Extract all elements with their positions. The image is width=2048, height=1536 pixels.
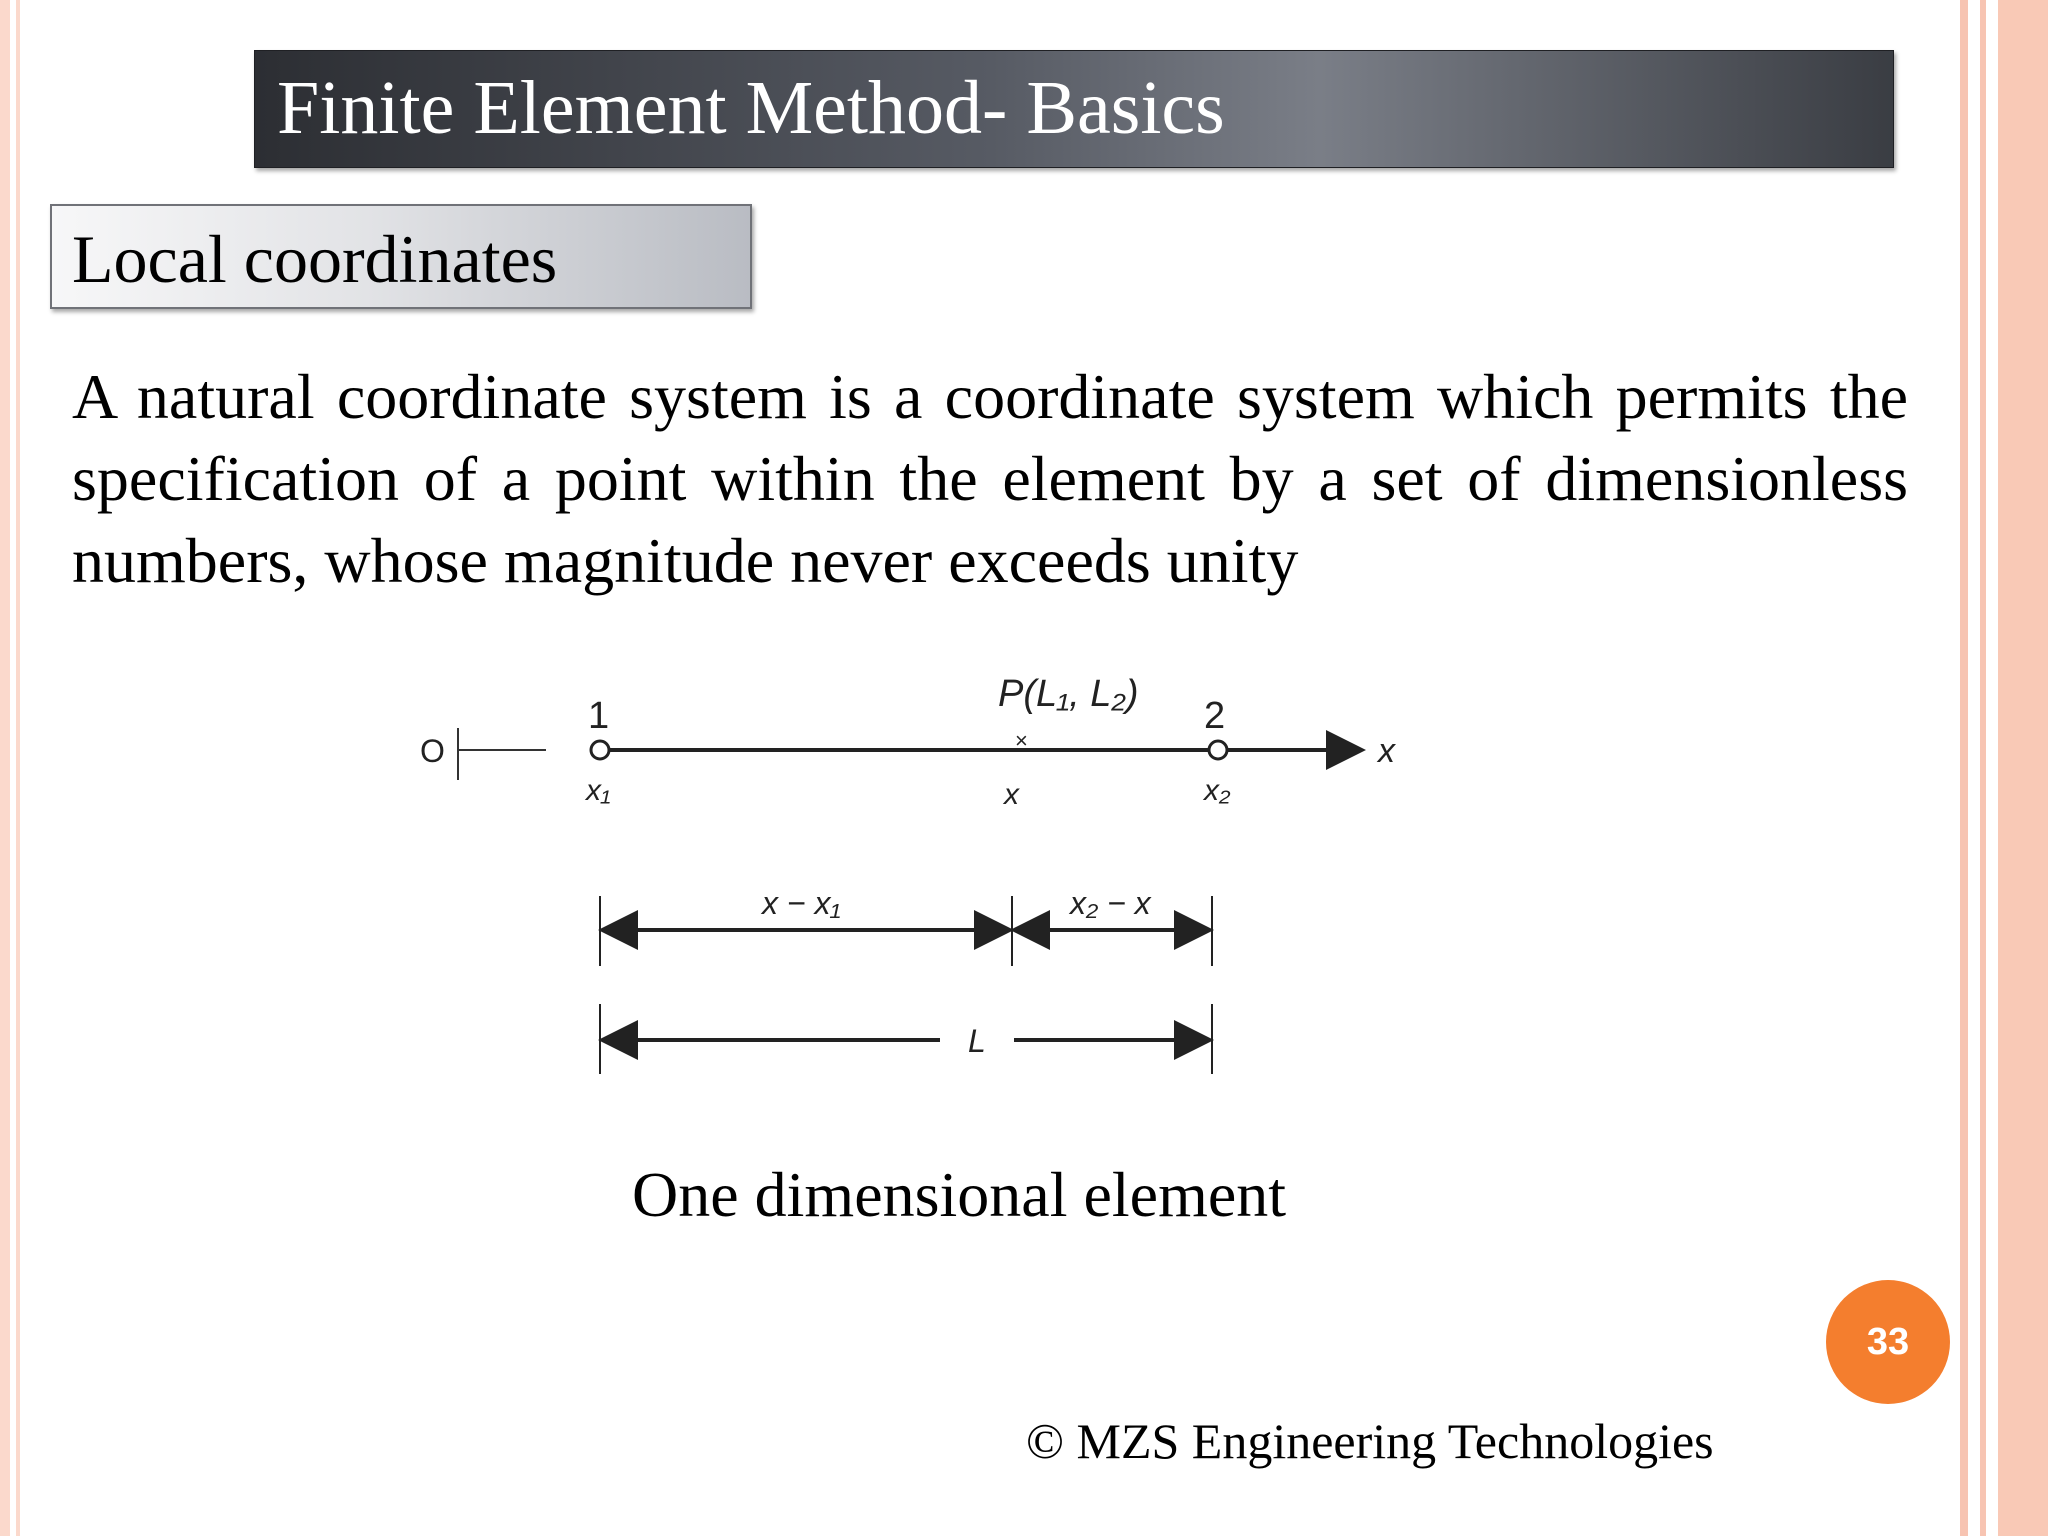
page-number-badge: 33	[1826, 1280, 1950, 1404]
footer-copyright: © MZS Engineering Technologies	[1026, 1413, 1714, 1469]
origin-label: O	[420, 733, 445, 769]
dim1-label: x − x₁	[762, 885, 841, 921]
x2-label: x₂	[1204, 774, 1231, 807]
x1-label: x₁	[586, 774, 611, 807]
dim2-label: x₂ − x	[1070, 885, 1151, 921]
node-2-label: 2	[1204, 695, 1226, 737]
node-1-circle	[591, 741, 609, 759]
diagram-caption: One dimensional element	[632, 1159, 1287, 1230]
body-paragraph: A natural coordinate system is a coordinate system which permits the specification of a point within the element by a set of dimensionless numbers, whose magnitude never exceeds unity	[72, 361, 1908, 596]
slide-title: Finite Element Method- Basics	[277, 66, 1225, 150]
node-1-label: 1	[588, 695, 610, 737]
point-marker: ×	[1015, 728, 1028, 753]
node-2-circle	[1209, 741, 1227, 759]
axis-x-label: x	[1378, 732, 1395, 770]
x-label: x	[1004, 778, 1019, 811]
length-label: L	[968, 1023, 986, 1059]
point-p-label: P(L₁, L₂)	[998, 673, 1139, 715]
slide-subtitle: Local coordinates	[72, 221, 558, 297]
